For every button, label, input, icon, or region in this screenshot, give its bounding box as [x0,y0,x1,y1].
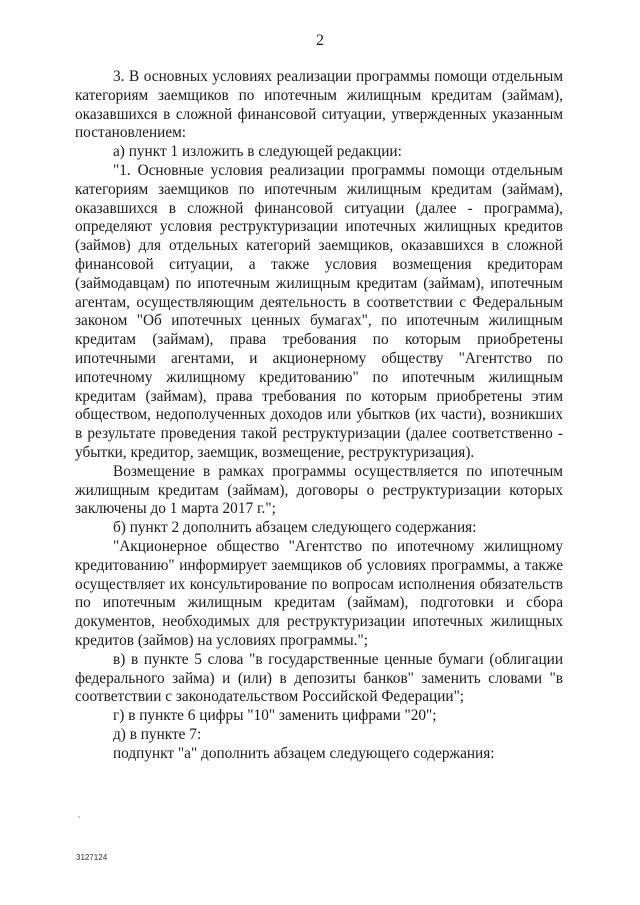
paragraph-item-v: в) в пункте 5 слова "в государственные ценные бумаги (облигации федерального займа) и (или) в депозиты банков" заменить словами "в соответствии с законодательством Российской Федерации"; [75,650,563,706]
page-number: 2 [316,32,324,49]
paragraph-compensation: Возмещение в рамках программы осуществляется по ипотечным жилищным кредитам (займам), договоры о реструктуризации которых заключены до 1 марта 2017 г."; [75,462,563,518]
paragraph-subpoint-a: подпункт "а" дополнить абзацем следующего содержания: [113,744,495,762]
paragraph-item-d: д) в пункте 7: [113,725,202,743]
paragraph-item-g: г) в пункте 6 цифры "10" заменить цифрами "20"; [113,707,437,725]
paragraph-section-3-intro: 3. В основных условиях реализации программы помощи отдельным категориям заемщиков по ипотечным жилищным кредитам (займам), оказавшихся в сложной финансовой ситуации, утвержденных указанным постановлением: [75,68,563,142]
paragraph-point-1-text: "1. Основные условия реализации программы помощи отдельным категориям заемщиков по ипотечным жилищным кредитам (займам), оказавшихся в сложной финансовой ситуации (далее - программа), определяют условия реструктуризации ипотечных жилищных кредитов (займов) для отдельных категорий заемщиков, оказавшихся в сложной финансовой ситуации, а также условия возмещения кредиторам (займодавцам) по ипотечным жилищным кредитам (займам), ипотечным агентам, осуществляющим деятельность в соответствии с Федеральным законом "Об ипотечных ценных бумагах", по ипотечным жилищным кредитам (займам), права требования по которым приобретены ипотечными агентами, и акционерному обществу "Агентство по ипотечному жилищному кредитованию" по ипотечным жилищным кредитам (займам), права требования по которым приобретены этим обществом, недополученных доходов или убытков (их части), возникших в результате проведения такой реструктуризации (далее соответственно - убытки, кредитор, заемщик, возмещение, реструктуризация). [75,161,563,461]
paragraph-item-a: а) пункт 1 изложить в следующей редакции: [113,143,402,161]
document-code: 3127124 [76,853,108,862]
paragraph-agency-info: "Акционерное общество "Агентство по ипотечному жилищному кредитованию" информирует заемщиков об условиях программы, а также осуществляет их консультирование по вопросам исполнения обязательств по ипотечным жилищным кредитам (займам), подготовки и сбора документов, необходимых для реструктуризации ипотечных жилищных кредитов (займов) на условиях программы."; [75,537,563,649]
document-body [75,68,563,763]
scan-speck [78,816,80,818]
paragraph-item-b: б) пункт 2 дополнить абзацем следующего содержания: [113,519,477,537]
